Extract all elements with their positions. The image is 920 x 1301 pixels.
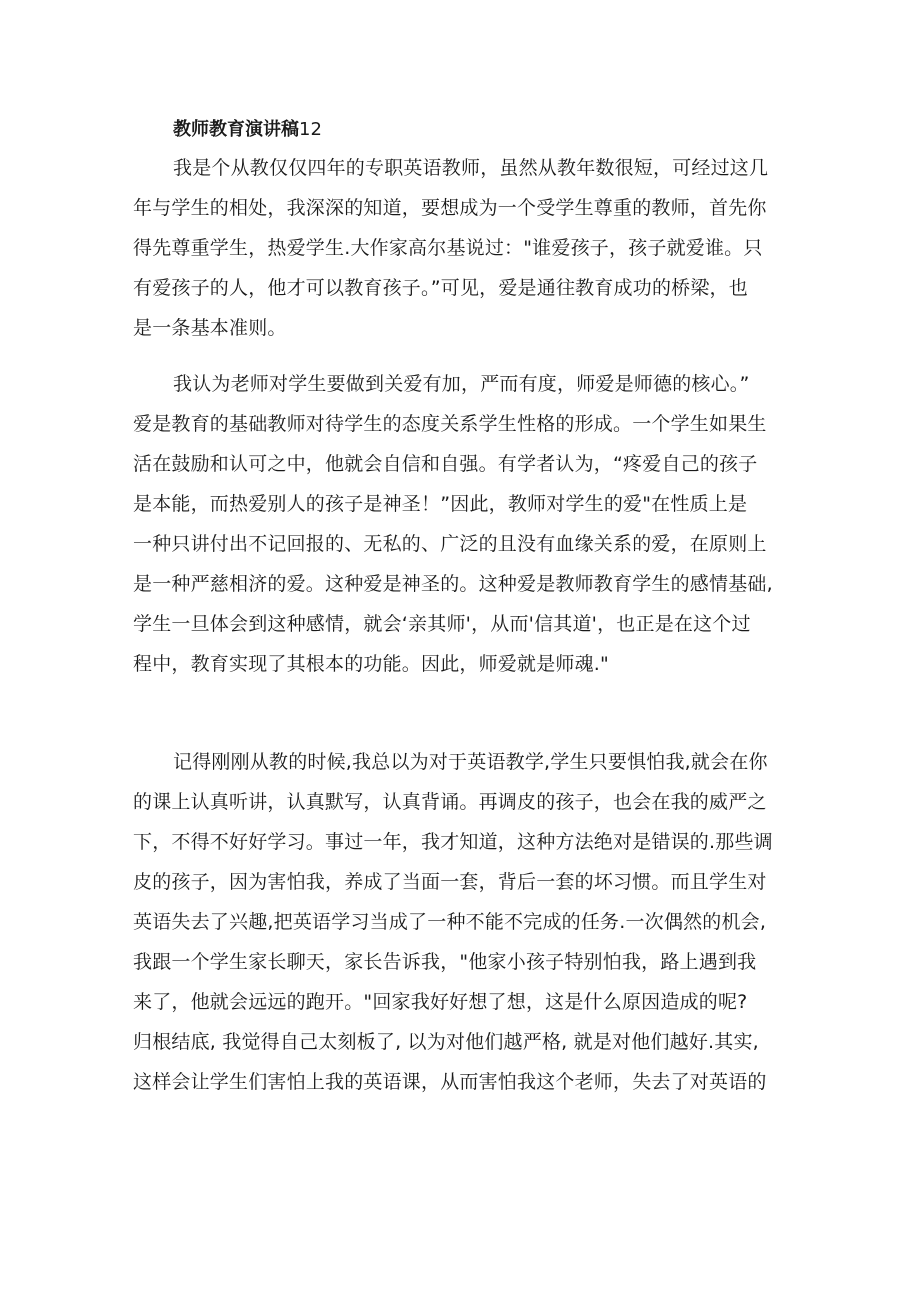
paragraph-line: 皮的孩子，因为害怕我，养成了当面一套，背后一套的坏习惯。而且学生对	[133, 871, 767, 893]
title-text: 教师教育演讲稿	[173, 119, 299, 140]
paragraph-line: 英语失去了兴趣,把英语学习当成了一种不能不完成的任务.一次偶然的机会,	[133, 911, 767, 933]
paragraph-line: 的课上认真听讲，认真默写，认真背诵。再调皮的孩子，也会在我的威严之	[133, 791, 767, 813]
paragraph-1	[133, 148, 793, 348]
paragraph-line: 归根结底, 我觉得自己太刻板了, 以为对他们越严格, 就是对他们越好.其实,	[133, 1031, 759, 1053]
paragraph-line: 是一种严慈相济的爱。这种爱是神圣的。这种爱是教师教育学生的感情基础,	[133, 573, 773, 595]
paragraph-2	[133, 364, 793, 684]
paragraph-line: 我跟一个学生家长聊天，家长告诉我，"他家小孩子特别怕我，路上遇到我	[133, 951, 757, 973]
paragraph-line: 是一条基本准则。	[133, 317, 287, 339]
paragraph-line: 得先尊重学生，热爱学生.大作家高尔基说过："谁爱孩子，孩子就爱谁。只	[133, 237, 763, 259]
paragraph-line: 下，不得不好好学习。事过一年，我才知道，这种方法绝对是错误的.那些调	[133, 831, 773, 853]
paragraph-line: 一种只讲付出不记回报的、无私的、广泛的且没有血缘关系的爱，在原则上	[133, 533, 767, 555]
paragraph-line: 我认为老师对学生要做到关爱有加，严而有度，师爱是师德的核心。”	[173, 373, 750, 395]
paragraph-line: 程中，教育实现了其根本的功能。因此，师爱就是师魂."	[133, 653, 609, 675]
paragraph-line: 来了，他就会远远的跑开。"回家我好好想了想，这是什么原因造成的呢?	[133, 991, 748, 1013]
paragraph-line: 年与学生的相处，我深深的知道，要想成为一个受学生尊重的教师，首先你	[133, 197, 767, 219]
paragraph-line: 我是个从教仅仅四年的专职英语教师，虽然从教年数很短，可经过这几	[173, 157, 769, 179]
paragraph-line: 学生一旦体会到这种感情，就会‘亲其师'，从而'信其道'，也正是在这个过	[133, 613, 751, 635]
paragraph-line: 有爱孩子的人，他才可以教育孩子。”可见，爱是通往教育成功的桥梁，也	[133, 277, 748, 299]
paragraph-line: 爱是教育的基础教师对待学生的态度关系学生性格的形成。一个学生如果生	[133, 413, 767, 435]
title-number: 12	[299, 119, 322, 140]
paragraph-line: 活在鼓励和认可之中，他就会自信和自强。有学者认为，“疼爱自己的孩子	[133, 453, 758, 475]
document-title	[173, 116, 322, 144]
paragraph-line: 记得刚刚从教的时候,我总以为对于英语教学,学生只要惧怕我,就会在你	[173, 751, 768, 773]
paragraph-3	[133, 742, 793, 1102]
paragraph-line: 这样会让学生们害怕上我的英语课，从而害怕我这个老师，失去了对英语的	[133, 1071, 767, 1093]
paragraph-line: 是本能，而热爱别人的孩子是神圣！”因此，教师对学生的爱"在性质上是	[133, 493, 748, 515]
